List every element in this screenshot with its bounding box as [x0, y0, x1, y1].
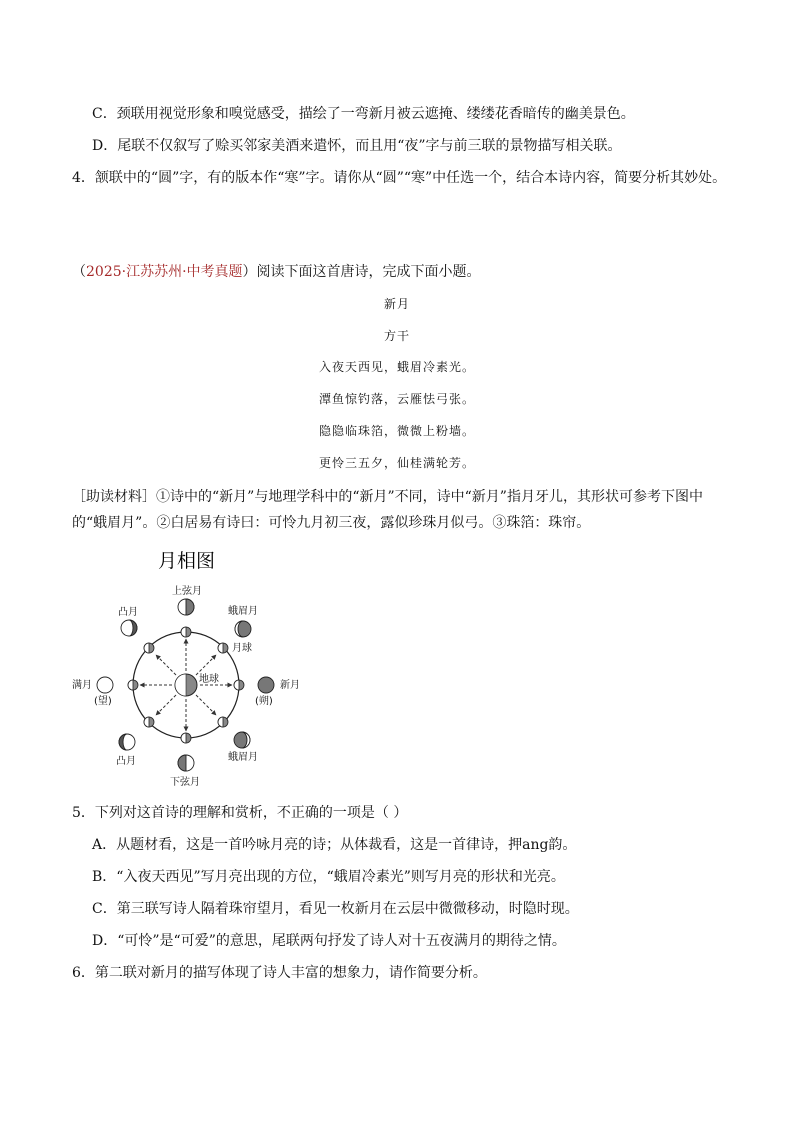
waning-gibbous-label: 凸月	[116, 756, 136, 767]
orbit-moon-icon	[144, 717, 154, 727]
source-paren-open: （	[72, 264, 86, 280]
orbit-moon-icon	[218, 717, 228, 727]
question-4: 4．颔联中的“圆”字，有的版本作“寒”字。请你从“圆”“寒”中任选一个，结合本诗内容，简要分析其妙处。	[72, 170, 727, 186]
poem-line: 隐隐临珠箔，微微上粉墙。	[318, 424, 475, 438]
question-6: 6．第二联对新月的描写体现了诗人丰富的想象力，请作简要分析。	[72, 965, 487, 981]
earth-label: 地球	[199, 674, 219, 685]
waning-crescent-moon-icon	[234, 732, 250, 748]
q3-option-c: C．颈联用视觉形象和嗅觉感受，描绘了一弯新月被云遮掩、缕缕花香暗传的幽美景色。	[92, 106, 635, 122]
q5-option-d: D．“可怜”是“可爱”的意思，尾联两句抒发了诗人对十五夜满月的期待之情。	[92, 933, 566, 949]
waxing-gibbous-moon-icon	[121, 620, 137, 636]
earth-icon	[175, 674, 197, 696]
figure-title: 月相图	[158, 550, 216, 572]
question-5-stem: 5．下列对这首诗的理解和赏析，不正确的一项是（ ）	[72, 805, 408, 821]
poem-author: 方干	[383, 329, 410, 343]
poem-line: 入夜天西见，蛾眉冷素光。	[318, 360, 475, 374]
source-paren-close: ）	[242, 264, 257, 280]
full-moon-label: 满月	[72, 680, 92, 691]
waxing-gibbous-label: 凸月	[118, 607, 138, 618]
orbit-moon-icon	[181, 733, 191, 743]
full-moon-icon	[97, 677, 113, 693]
waning-crescent-label: 蛾眉月	[228, 752, 258, 763]
q5-option-a: A．从题材看，这是一首吟咏月亮的诗；从体裁看，这是一首律诗，押ang韵。	[92, 837, 577, 853]
orbit-moon-icon	[128, 680, 138, 690]
q5-option-c: C．第三联写诗人隔着珠帘望月，看见一枚新月在云层中微微移动，时隐时现。	[92, 901, 579, 917]
orbit-moon-icon	[234, 680, 244, 690]
q3-option-d: D．尾联不仅叙写了赊买邻家美酒来遣怀，而且用“夜”字与前三联的景物描写相关联。	[92, 138, 622, 154]
poem-title: 新月	[383, 297, 410, 311]
intro-text: 阅读下面这首唐诗，完成下面小题。	[256, 264, 481, 280]
last-quarter-label: 下弦月	[170, 777, 200, 788]
poem-line: 更怜三五夕，仙桂满轮芳。	[318, 456, 475, 470]
orbit-moon-icon	[144, 643, 154, 653]
new-moon-label: 新月	[280, 680, 300, 691]
helper-material: ［助读材料］①诗中的“新月”与地理学科中的“新月”不同，诗中“新月”指月牙儿，其形状可参考下图中的“蛾眉月”。②白居易有诗曰：可怜九月初三夜，露似珍珠月似弓。③珠箔：珠帘。	[72, 489, 703, 531]
last-quarter-moon-icon	[178, 755, 194, 771]
orbit-moon-icon	[218, 643, 228, 653]
orbit-moon-icon	[181, 627, 191, 637]
q5-option-b: B．“入夜天西见”写月亮出现的方位，“蛾眉冷素光”则写月亮的形状和光亮。	[92, 869, 565, 885]
waning-gibbous-moon-icon	[119, 734, 135, 750]
section-intro	[72, 262, 481, 282]
full-moon-alt-label: (望)	[94, 696, 112, 707]
first-quarter-label: 上弦月	[172, 586, 202, 597]
moon-phase-diagram	[60, 545, 320, 790]
poem-line: 潭鱼惊钓落，云雁怯弓张。	[318, 392, 475, 406]
exam-source: 2025·江苏苏州·中考真题	[86, 264, 243, 280]
waxing-crescent-moon-icon	[235, 621, 251, 637]
new-moon-alt-label: (朔)	[255, 696, 273, 707]
moon-ball-label: 月球	[232, 643, 252, 654]
first-quarter-moon-icon	[178, 599, 194, 615]
waxing-crescent-label: 蛾眉月	[228, 606, 258, 617]
new-moon-icon	[258, 677, 274, 693]
